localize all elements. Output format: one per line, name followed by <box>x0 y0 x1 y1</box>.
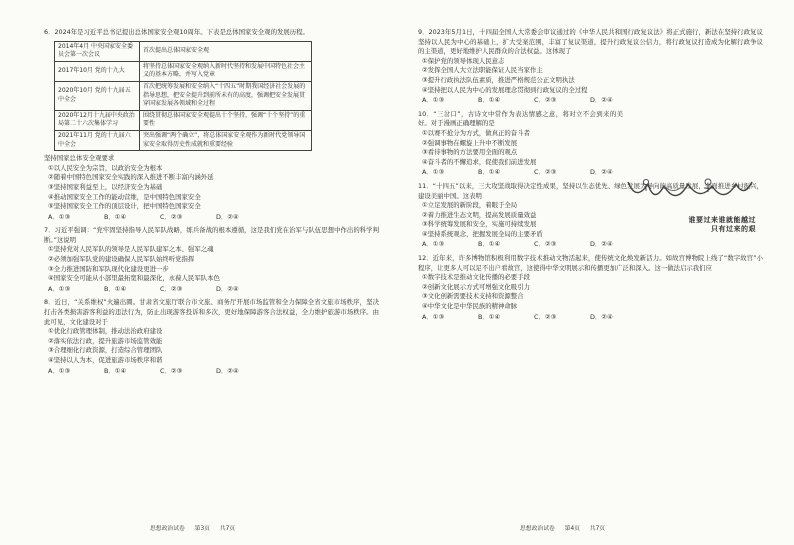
cartoon-caption-line-1: 谁要过来谁就能越过 <box>688 215 756 224</box>
question-stem: 7．习近平强调：“党牢固坚持指导人民军队战略，练兵备战的根本遵循，这是我们党在治军与队伍思想中作出的科学判断。”这说明 <box>44 226 379 244</box>
option: ④坚持系统观念，把握发展全局的主要矛盾 <box>422 229 543 238</box>
option: ⑤坚持国家安全工作的顶层设计，把中国特色国家安全 <box>48 202 201 211</box>
option: ②着力推进生态文明，提高发展质量效益 <box>422 210 537 219</box>
option: ④中华文化是中华民族的精神命脉 <box>422 302 518 311</box>
option: ①保护党的领导体现人民意志 <box>422 56 505 65</box>
option: ①以人民安全为宗旨，以政治安全为根本 <box>48 163 163 172</box>
question-stem: 8．近日，“关系维权”火遍出圈。甘肃省文旅厅联合市文旅、商务厅开展市场监管和全力保障全省文旅市场秩序，坚决打击各类损害游客利益的违法行为，防止出现游客投诉和多次，更好地保障游客合法权益，全力维护旅游市场秩序。由此可见，文化建设对于 <box>44 298 379 326</box>
option: ④国家安全可能从小部里最拓宽和最深化，永葆人民军队本色 <box>48 274 220 283</box>
question-stem: 6．2024年是习近平总书记提出总体国家安全观10周年。下表是总体国家安全观的发展历程。 <box>44 28 309 36</box>
question-7 <box>44 226 379 294</box>
option: ③全力推进国防和军队现代化建设更进一步 <box>48 264 169 273</box>
option: ③科学统筹发展和安全，实施可持续发展 <box>422 220 537 229</box>
choice-d: D．②④ <box>590 168 613 177</box>
table-cell-date: 2021年11月 党的十九届六中全会 <box>55 130 140 150</box>
table-cell-event: 突出强调“两个确立”，将总体国家安全观作为新时代党领导国家安全取得历史性成就和重要经验 <box>140 130 312 150</box>
answer-choices <box>48 285 379 295</box>
choice-b: B．①④ <box>104 284 127 293</box>
choice-b: B．①④ <box>104 366 127 375</box>
table-cell-event: 将坚持总体国家安全观纳入新时代坚持和发展中国特色社会主义的基本方略，并写入党章 <box>140 61 312 81</box>
question-stem: 11．“十四五”以来，三大攻坚战取得决定性成果，坚持以生态优先、绿色发展为导向的高质量发展，全面推进乡村振兴，建设美丽中国。这表明 <box>418 181 763 200</box>
option: ③提升行政执法队伍素质，推进严格规范公正文明执法 <box>422 75 575 84</box>
question-8 <box>44 298 379 376</box>
choice-a: A．①③ <box>422 96 445 105</box>
table-row <box>55 110 312 130</box>
option: ③文化创新需要技术支持和资源整合 <box>422 292 524 301</box>
choice-c: C．②③ <box>534 96 557 105</box>
footer-total: 共7页 <box>589 526 606 533</box>
answer-choices <box>422 313 763 323</box>
question-9 <box>418 28 763 106</box>
choice-a: A．①③ <box>48 366 71 375</box>
choice-b: B．①④ <box>478 312 501 321</box>
question-stem: 10．“三岔口”，古诗文中常作为表达情感之意，将对立不会到来的美好。对于漫画正确理解的是 <box>418 109 623 128</box>
table-cell-event: 首次把统筹发展和安全纳入“十四五”时期我国经济社会发展的指导思想，把安全提升到前所未有的高度，强调把安全发展贯穿国家发展各领域和全过程 <box>140 81 312 110</box>
footer-subject: 思想政治试卷 <box>520 526 555 533</box>
option: ③坚持国家利益至上，以经济安全为基础 <box>48 182 163 191</box>
choice-d: D．②④ <box>590 240 613 249</box>
table-row <box>55 81 312 110</box>
choice-a: A．①③ <box>422 168 445 177</box>
question-stem: 9．2023年5月1日，十四届全国人大常委会审议通过的《中华人民共和国行政复议法》将正式施行，新法在坚持行政复议坚持以人民为中心的基础上，扩大受案范围，丰富了复议渠道，提升行政复议公信力，将行政复议打造成为化解行政争议的主渠道，更好地维护人民群众的合法权益。这体现了 <box>418 28 763 56</box>
table-row <box>55 61 312 81</box>
option: ①数字技术是推动文化传播的必要手段 <box>422 273 530 282</box>
page-footer-right <box>520 525 613 535</box>
table-row <box>55 41 312 61</box>
option: ④奋斗者的不懈追求，促使我们前进发展 <box>422 157 537 166</box>
footer-subject: 思想政治试卷 <box>150 526 185 533</box>
choice-d: D．②④ <box>216 284 239 293</box>
choice-b: B．①④ <box>478 240 501 249</box>
choice-c: C．②③ <box>160 212 183 221</box>
table-cell-event: 首次提出总体国家安全观 <box>140 41 312 61</box>
answer-choices <box>48 367 379 377</box>
option: ④坚持以人为本，促进旅游市场秩序和谐 <box>48 356 163 364</box>
option: ①立足发展的新阶段，着眼于全局 <box>422 201 518 210</box>
table-cell-event: 围绕贯彻总体国家安全观提出十个坚持，强调“十个坚持”的重要性 <box>140 110 312 130</box>
choice-a: A．①③ <box>48 212 71 221</box>
timeline-table <box>54 41 312 152</box>
cartoon-caption-line-2: 只有过来的艰 <box>711 224 756 233</box>
option: ②随着中国特色国家安全实践的深入推进不断丰富内涵外延 <box>48 173 214 182</box>
choice-c: C．②③ <box>160 284 183 293</box>
question-lead: 坚持国家总体安全观要求 <box>44 154 115 163</box>
choice-a: A．①③ <box>48 284 71 293</box>
question-12 <box>418 254 763 322</box>
footer-total: 共7页 <box>219 526 236 533</box>
option: ①以赛不抢分为方式，做真正的奋斗者 <box>422 128 530 137</box>
option: ③合理细化行政资源，打造综合管理团队 <box>48 346 163 355</box>
choice-c: C．②③ <box>160 366 183 375</box>
question-stem: 12．近年来，许多博物馆积极利用数字技术推动文物活起来，使传统文化焕发新活力。如故宫博物院上线了“数字故宫”小程序，让更多人可以足不出户看故宫，这使得中华文明展示和传播更加广泛和深入。这一做法启示我们应 <box>418 254 763 272</box>
choice-a: A．①③ <box>422 240 445 249</box>
answer-choices <box>422 96 763 106</box>
page-footer-left <box>150 525 243 535</box>
footer-page: 第3页 <box>194 526 210 533</box>
choice-a: A．①③ <box>422 312 445 321</box>
choice-d: D．②④ <box>216 212 239 221</box>
option: ③看待事物的方法要用全面的观点 <box>422 148 518 157</box>
option: ②强调事物在螺旋上升中不断发展 <box>422 138 518 147</box>
table-cell-date: 2014年4月 中央国家安全委员会第一次会议 <box>55 41 140 61</box>
question-10 <box>418 110 763 178</box>
choice-c: C．②③ <box>534 312 557 321</box>
right-page <box>418 28 763 326</box>
table-cell-date: 2017年10月 党的十九大 <box>55 61 140 81</box>
option: ④坚持把以人民为中心的发展理念贯彻到行政复议的全过程 <box>422 85 588 94</box>
table-row <box>55 130 312 150</box>
choice-b: B．①④ <box>478 96 501 105</box>
option: ②落实依法行政，提升旅游市场监管效能 <box>48 336 163 345</box>
choice-c: C．②③ <box>534 240 557 249</box>
choice-d: D．②④ <box>590 96 613 105</box>
option: ①优化行政管理体制，推动法治政府建设 <box>48 327 163 336</box>
choice-c: C．②③ <box>534 168 557 177</box>
choice-b: B．①④ <box>104 212 127 221</box>
choice-b: B．①④ <box>478 168 501 177</box>
answer-choices <box>48 213 379 223</box>
question-6 <box>44 28 379 222</box>
cartoon-drawing <box>624 176 756 212</box>
footer-page: 第4页 <box>564 526 580 533</box>
option: ④推动国家安全工作的能动营维，是中国特色国家安全 <box>48 192 201 201</box>
cartoon-illustration <box>624 176 756 248</box>
option: ②必须加强军队党的建设确保人民军队始终听党指挥 <box>48 255 195 264</box>
choice-d: D．②④ <box>590 312 613 321</box>
option: ②创新文化展示方式可增强文化吸引力 <box>422 282 530 291</box>
table-cell-date: 2020年12月十九届中央政治局第二十六次集体学习 <box>55 110 140 130</box>
option: ①坚持党对人民军队的领导是人民军队建军之本、强军之魂 <box>48 245 214 254</box>
option: ②发挥全国人大立法职能保证人民当家作主 <box>422 66 543 75</box>
table-cell-date: 2020年10月 党的十九届五中全会 <box>55 81 140 110</box>
left-page <box>44 28 379 380</box>
choice-d: D．②④ <box>216 366 239 375</box>
